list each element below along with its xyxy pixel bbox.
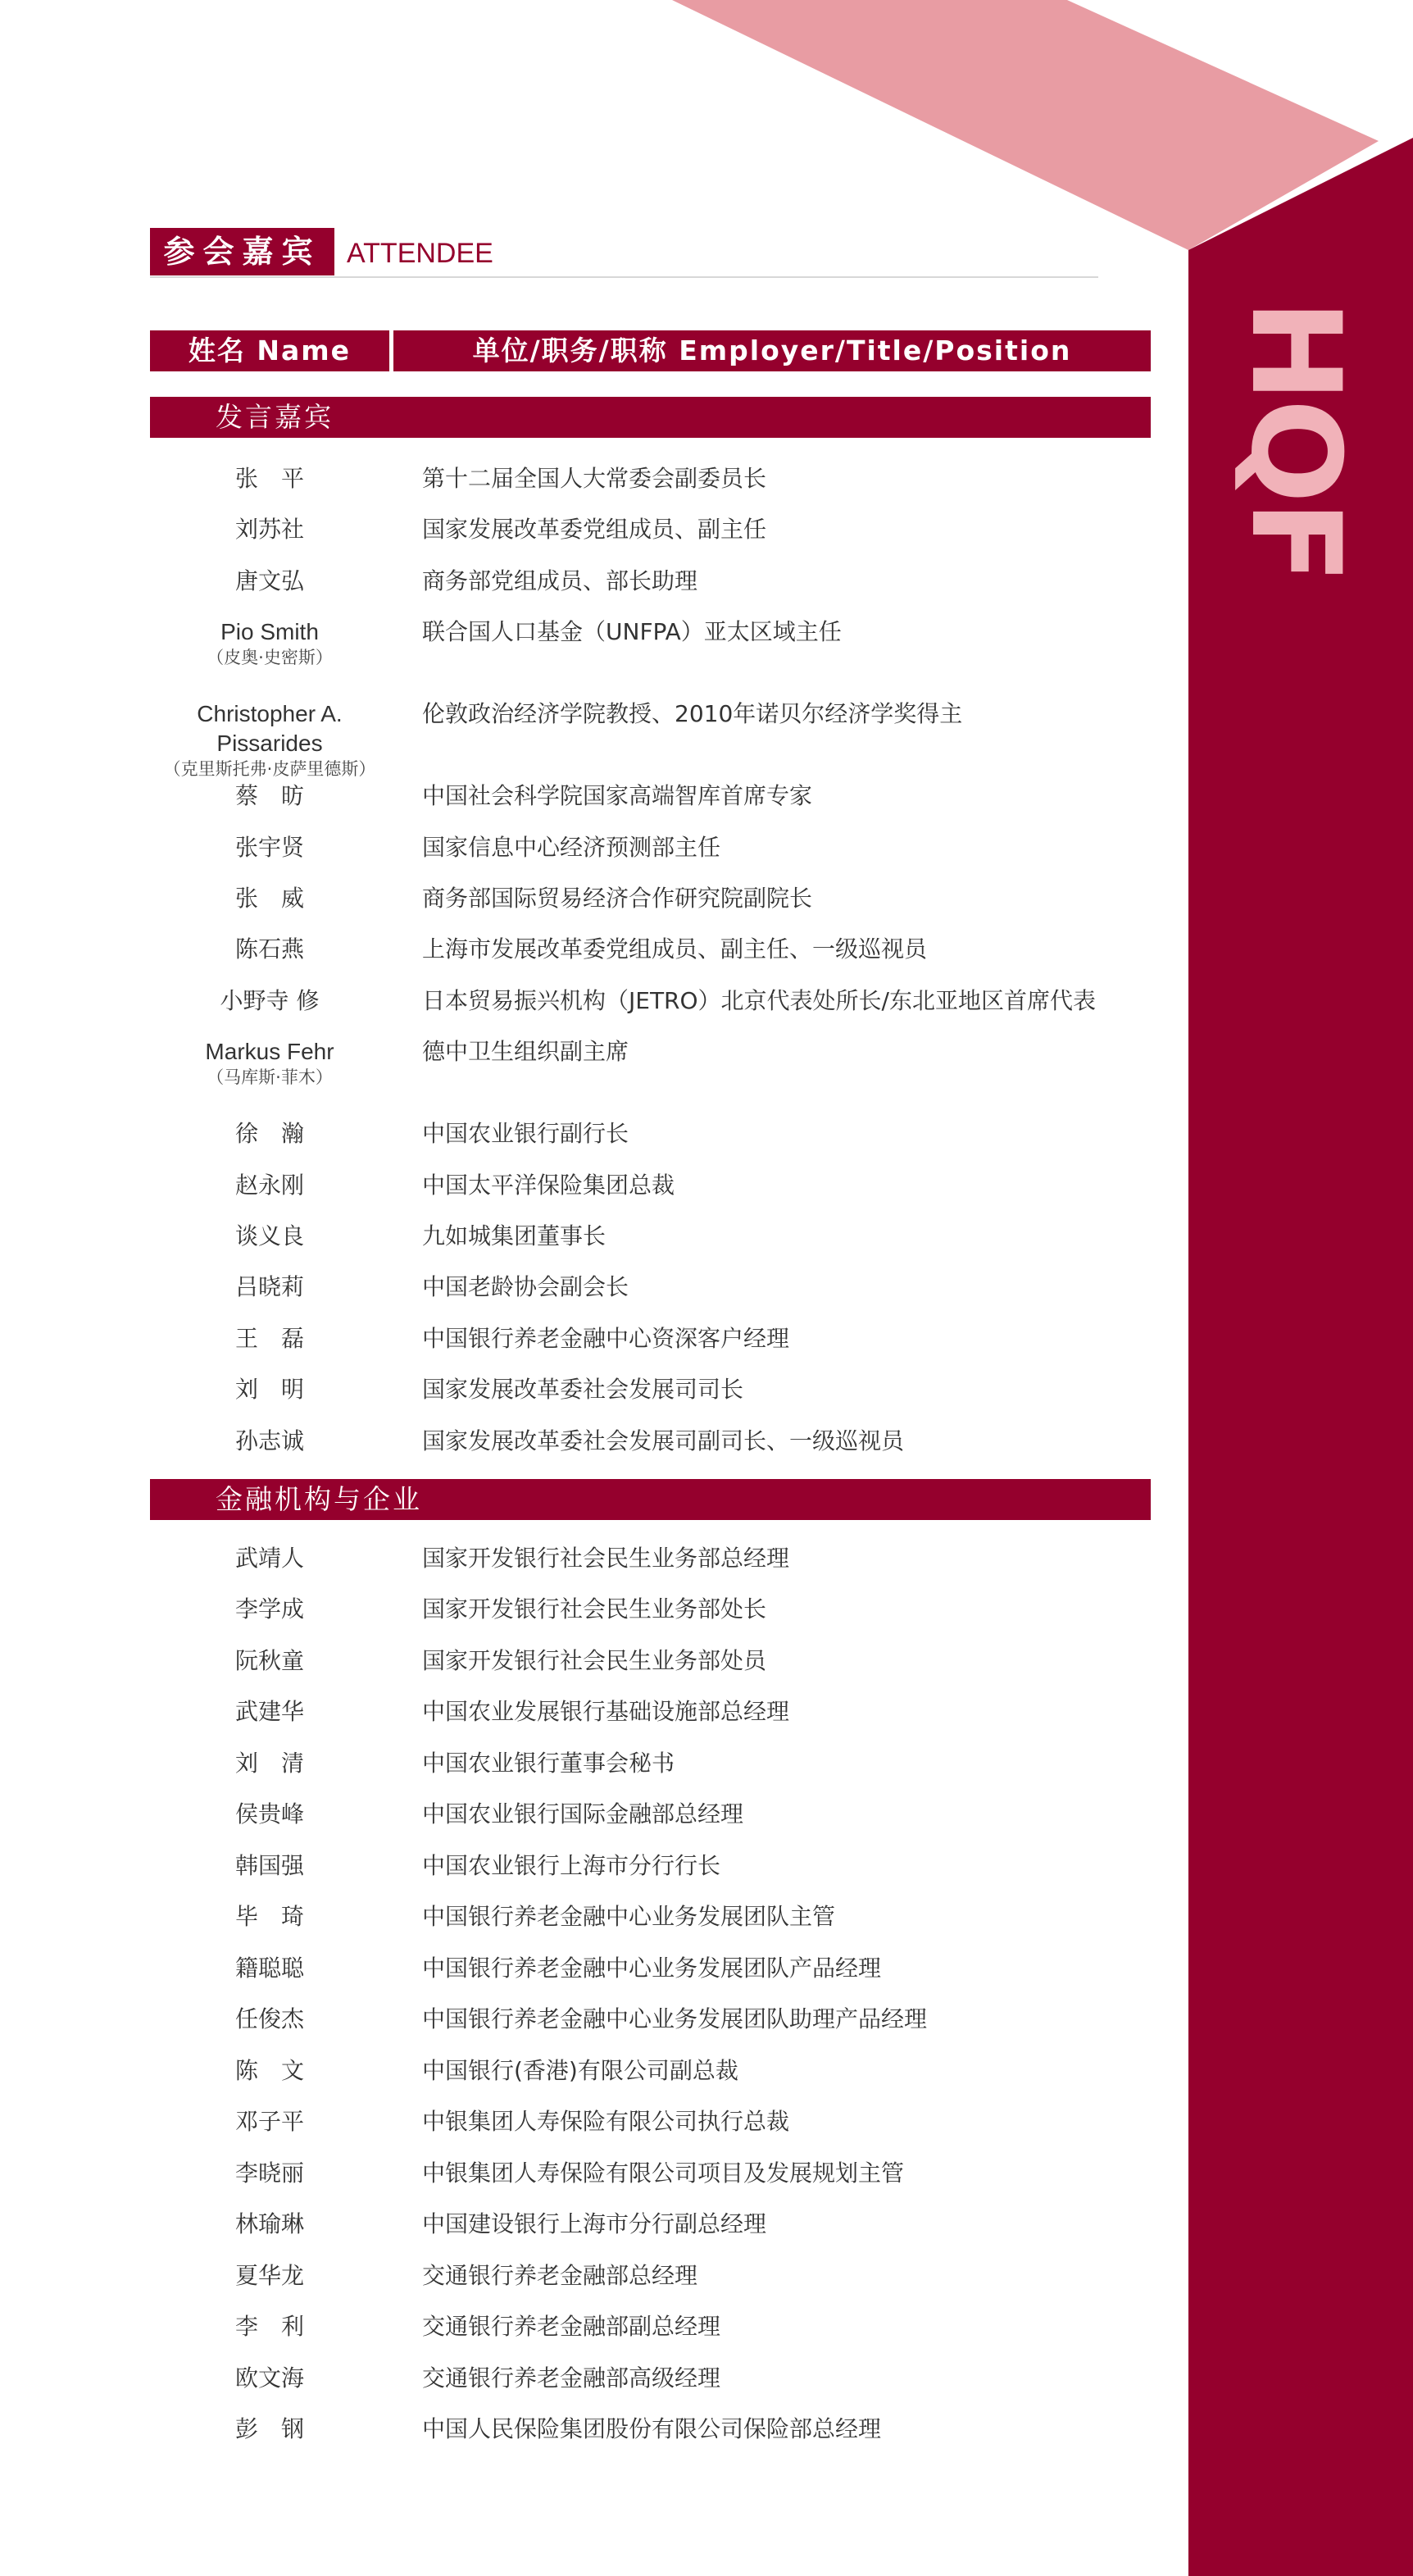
attendee-name: [150, 1954, 389, 1983]
attendee-title: 德中卫生组织副主席: [422, 1038, 629, 1065]
attendee-name: [150, 986, 389, 1016]
attendee-name-text: 籍聪聪: [234, 1955, 304, 1982]
attendee-name: [150, 884, 389, 913]
attendee-title: 第十二届全国人大常委会副委员长: [422, 465, 767, 492]
attendee-title: 中国农业银行副行长: [422, 1120, 629, 1147]
attendee-name-text: 欧文海: [234, 2364, 304, 2392]
attendee-name-text: 张 平: [234, 465, 304, 492]
attendee-title: 中银集团人寿保险有限公司执行总裁: [422, 2108, 790, 2135]
attendee-name-text: Christopher A. Pissarides: [197, 701, 343, 756]
column-header-name: 姓名 Name: [150, 330, 389, 371]
attendee-name: [150, 1595, 389, 1624]
attendee-title: 中银集团人寿保险有限公司项目及发展规划主管: [422, 2160, 905, 2187]
attendee-title: 中国社会科学院国家高端智库首席专家: [422, 782, 813, 809]
attendee-name: [150, 464, 389, 494]
attendee-name-text: 夏华龙: [234, 2262, 304, 2289]
attendee-name: [150, 2364, 389, 2393]
attendee-name-text: 林瑜琳: [234, 2210, 304, 2237]
attendee-title: 国家信息中心经济预测部主任: [422, 834, 721, 861]
attendee-name: [150, 1646, 389, 1676]
attendee-title: 中国银行养老金融中心资深客户经理: [422, 1325, 790, 1352]
attendee-name-text: 李 利: [234, 2313, 304, 2340]
attendee-name-text: 刘苏社: [234, 516, 304, 543]
attendee-name: [150, 2414, 389, 2444]
attendee-name-text: 蔡 昉: [234, 782, 304, 809]
attendee-name: [150, 515, 389, 544]
attendee-name: [150, 2261, 389, 2291]
attendee-name-text: 王 磊: [234, 1325, 304, 1352]
attendee-name: [150, 781, 389, 811]
attendee-name: [150, 1851, 389, 1881]
attendee-name-text: 邓子平: [234, 2108, 304, 2135]
attendee-name-text: 李晓丽: [234, 2160, 304, 2187]
attendee-name-text: 李学成: [234, 1595, 304, 1623]
attendee-title: 国家开发银行社会民生业务部总经理: [422, 1545, 790, 1572]
attendee-name-text: 唐文弘: [234, 567, 304, 594]
attendee-title: 中国太平洋保险集团总裁: [422, 1172, 675, 1199]
attendee-title: 伦敦政治经济学院教授、2010年诺贝尔经济学奖得主: [422, 700, 963, 727]
attendee-name-text: 阮秋童: [234, 1647, 304, 1674]
attendee-name: [150, 1749, 389, 1778]
attendee-name: [150, 1800, 389, 1829]
heading-en-label: ATTENDEE: [347, 238, 493, 269]
attendee-name-text: 谈义良: [234, 1222, 304, 1249]
attendee-title: 中国建设银行上海市分行副总经理: [422, 2210, 767, 2237]
attendee-title: 九如城集团董事长: [422, 1222, 607, 1249]
attendee-title: 国家开发银行社会民生业务部处长: [422, 1595, 767, 1623]
attendee-name-text: 彭 钢: [234, 2415, 304, 2442]
attendee-title: 国家发展改革委社会发展司司长: [422, 1376, 744, 1403]
attendee-title: 交通银行养老金融部高级经理: [422, 2364, 721, 2392]
attendee-name-text: 任俊杰: [234, 2005, 304, 2032]
attendee-name: [150, 1272, 389, 1302]
attendee-name: [150, 1902, 389, 1932]
attendee-name: [150, 2005, 389, 2034]
attendee-name-text: 韩国强: [234, 1852, 304, 1879]
section-bar-speakers: 发言嘉宾: [150, 397, 1151, 438]
attendee-name-text: 刘 清: [234, 1750, 304, 1777]
attendee-name-text: 徐 瀚: [234, 1120, 304, 1147]
attendee-name: [150, 2210, 389, 2239]
attendee-name: [150, 1324, 389, 1354]
attendee-title: 商务部党组成员、部长助理: [422, 567, 698, 594]
attendee-name-text: 张宇贤: [234, 834, 304, 861]
attendee-name-text: 张 威: [234, 885, 304, 912]
section-bar-financial-institutions: 金融机构与企业: [150, 1479, 1151, 1520]
attendee-name: [150, 1171, 389, 1200]
heading-cn-label: 参会嘉宾: [150, 228, 334, 275]
attendee-name: [150, 2312, 389, 2342]
attendee-title: 中国银行养老金融中心业务发展团队产品经理: [422, 1955, 882, 1982]
column-header-title: 单位/职务/职称 Employer/Title/Position: [393, 330, 1151, 371]
attendee-name: [150, 2056, 389, 2086]
attendee-name: [150, 833, 389, 862]
attendee-title: 中国农业银行国际金融部总经理: [422, 1800, 744, 1827]
attendee-name-text: 小野寺 修: [220, 987, 320, 1014]
attendee-name-text: 吕晓莉: [234, 1273, 304, 1300]
attendee-name-text: 孙志诚: [234, 1427, 304, 1454]
attendee-name: [150, 1037, 389, 1088]
attendee-title: 中国农业银行上海市分行行长: [422, 1852, 721, 1879]
attendee-name: [150, 1375, 389, 1404]
attendee-title: 中国人民保险集团股份有限公司保险部总经理: [422, 2415, 882, 2442]
attendee-title: 联合国人口基金（UNFPA）亚太区域主任: [422, 618, 842, 645]
attendee-name-text: 刘 明: [234, 1376, 304, 1403]
attendee-name: [150, 2107, 389, 2137]
attendee-name-text: 陈 文: [234, 2057, 304, 2084]
attendee-title: 国家发展改革委社会发展司副司长、一级巡视员: [422, 1427, 905, 1454]
attendee-name: [150, 567, 389, 596]
attendee-name: [150, 1427, 389, 1456]
attendee-name-text: 赵永刚: [234, 1172, 304, 1199]
attendee-name: [150, 1119, 389, 1149]
attendee-name-text: 武建华: [234, 1698, 304, 1725]
attendee-name-translation: （皮奥·史密斯）: [207, 648, 333, 667]
attendee-title: 中国农业发展银行基础设施部总经理: [422, 1698, 790, 1725]
attendee-name-translation: （克里斯托弗·皮萨里德斯）: [163, 759, 376, 779]
attendee-title: 中国农业银行董事会秘书: [422, 1750, 675, 1777]
attendee-name: [150, 617, 389, 668]
heading-divider: [150, 276, 1098, 278]
attendee-name: [150, 2159, 389, 2188]
attendee-name-translation: （马库斯·菲木）: [207, 1067, 333, 1087]
attendee-title: 中国老龄协会副会长: [422, 1273, 629, 1300]
attendee-name-text: 陈石燕: [234, 935, 304, 963]
attendee-name-text: 武靖人: [234, 1545, 304, 1572]
attendee-name-text: Markus Fehr: [205, 1039, 334, 1064]
attendee-title: 上海市发展改革委党组成员、副主任、一级巡视员: [422, 935, 928, 963]
attendee-title: 商务部国际贸易经济合作研究院副院长: [422, 885, 813, 912]
attendee-title: 交通银行养老金融部副总经理: [422, 2313, 721, 2340]
attendee-name-text: 毕 琦: [234, 1903, 304, 1930]
attendee-title: 国家开发银行社会民生业务部处员: [422, 1647, 767, 1674]
attendee-name-text: 侯贵峰: [234, 1800, 304, 1827]
attendee-name-text: Pio Smith: [220, 619, 319, 644]
attendee-name: [150, 1222, 389, 1251]
attendee-name: [150, 1544, 389, 1573]
attendee-name: [150, 1697, 389, 1727]
attendee-title: 交通银行养老金融部总经理: [422, 2262, 698, 2289]
attendee-title: 中国银行养老金融中心业务发展团队助理产品经理: [422, 2005, 928, 2032]
attendee-title: 国家发展改革委党组成员、副主任: [422, 516, 767, 543]
brand-logo-text: HQF: [1224, 299, 1366, 581]
attendee-title: 日本贸易振兴机构（JETRO）北京代表处所长/东北亚地区首席代表: [422, 987, 1096, 1014]
attendee-name: [150, 935, 389, 964]
attendee-name: [150, 699, 389, 780]
attendee-title: 中国银行养老金融中心业务发展团队主管: [422, 1903, 836, 1930]
attendee-title: 中国银行(香港)有限公司副总裁: [422, 2057, 738, 2084]
